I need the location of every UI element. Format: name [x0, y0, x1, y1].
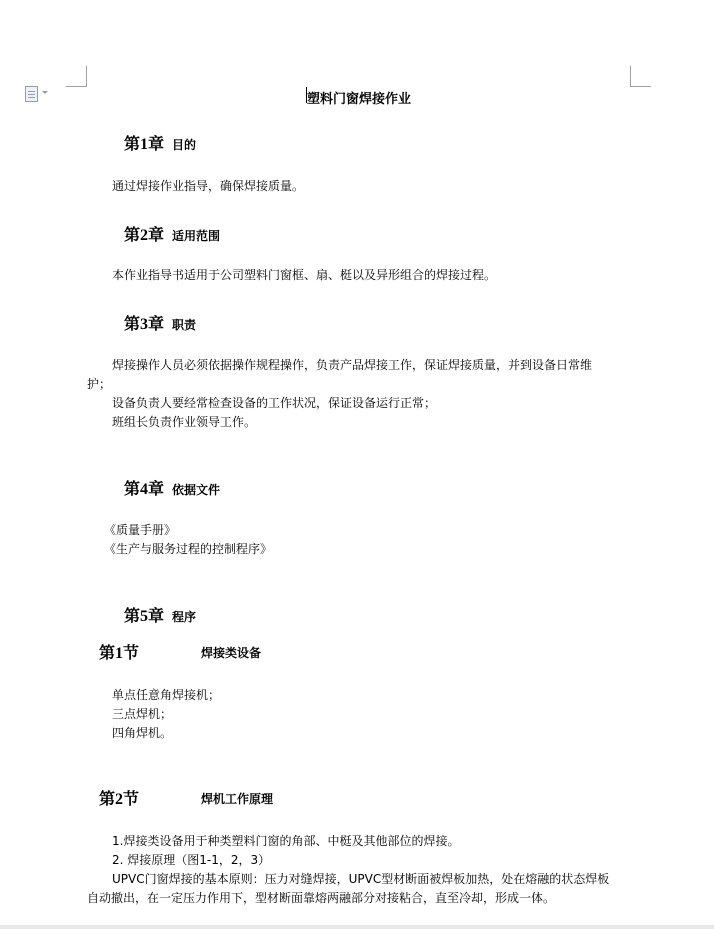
list-item: 单点任意角焊接机；	[112, 688, 221, 702]
page-bottom-edge	[0, 925, 714, 929]
list-item: 三点焊机；	[112, 707, 173, 721]
paragraph: 班组长负责作业领导工作。	[112, 415, 257, 429]
chapter-number: 第3章	[124, 316, 165, 333]
paragraph: 自动撤出，在一定压力作用下，型材断面靠熔两融部分对接粘合，直至冷却，形成一体。	[87, 891, 556, 905]
section-1-title: 焊接类设备	[201, 646, 262, 660]
chapter-number: 第1章	[124, 136, 165, 153]
paragraph: UPVC门窗焊接的基本原则：压力对缝焊接，UPVC型材断面被焊板加热，处在熔融的状态焊板	[112, 872, 610, 886]
paragraph: 1.焊接类设备用于种类塑料门窗的角部、中梃及其他部位的焊接。	[112, 834, 460, 848]
paragraph: 通过焊接作业指导，确保焊接质量。	[112, 179, 305, 193]
chapter-title: 程序	[172, 610, 197, 624]
section-2-number: 第2节	[99, 791, 140, 808]
paragraph: 本作业指导书适用于公司塑料门窗框、扇、梃以及异形组合的焊接过程。	[112, 268, 497, 282]
page-corner-top-right	[630, 66, 651, 87]
chapter-4-heading	[124, 476, 220, 499]
paragraph: 设备负责人要经常检查设备的工作状况，保证设备运行正常；	[112, 396, 437, 410]
list-item: 《生产与服务过程的控制程序》	[104, 542, 273, 556]
section-1-number: 第1节	[99, 645, 140, 662]
list-item: 四角焊机。	[112, 726, 173, 740]
document-title: 塑料门窗焊接作业	[307, 92, 412, 107]
chapter-5-heading	[124, 603, 196, 626]
chapter-title: 依据文件	[172, 483, 221, 497]
chapter-number: 第2章	[124, 227, 165, 244]
chapter-3-heading	[124, 311, 196, 334]
chapter-title: 适用范围	[172, 229, 221, 243]
paragraph: 焊接操作人员必须依据操作规程操作，负责产品焊接工作，保证焊接质量，并到设备日常维	[112, 358, 593, 372]
document-icon[interactable]	[25, 86, 38, 102]
chapter-title: 职责	[172, 318, 197, 332]
chapter-number: 第4章	[124, 481, 165, 498]
chapter-number: 第5章	[124, 608, 165, 625]
page-corner-top-left	[66, 66, 87, 87]
chapter-2-heading	[124, 222, 220, 245]
chapter-title: 目的	[172, 138, 197, 152]
section-2-title: 焊机工作原理	[201, 792, 274, 806]
paragraph: 护；	[87, 377, 112, 391]
list-item: 《质量手册》	[104, 523, 177, 537]
chevron-down-icon[interactable]	[42, 91, 48, 94]
chapter-1-heading	[124, 131, 196, 154]
paragraph: 2. 焊接原理（图1-1，2，3）	[112, 853, 271, 867]
